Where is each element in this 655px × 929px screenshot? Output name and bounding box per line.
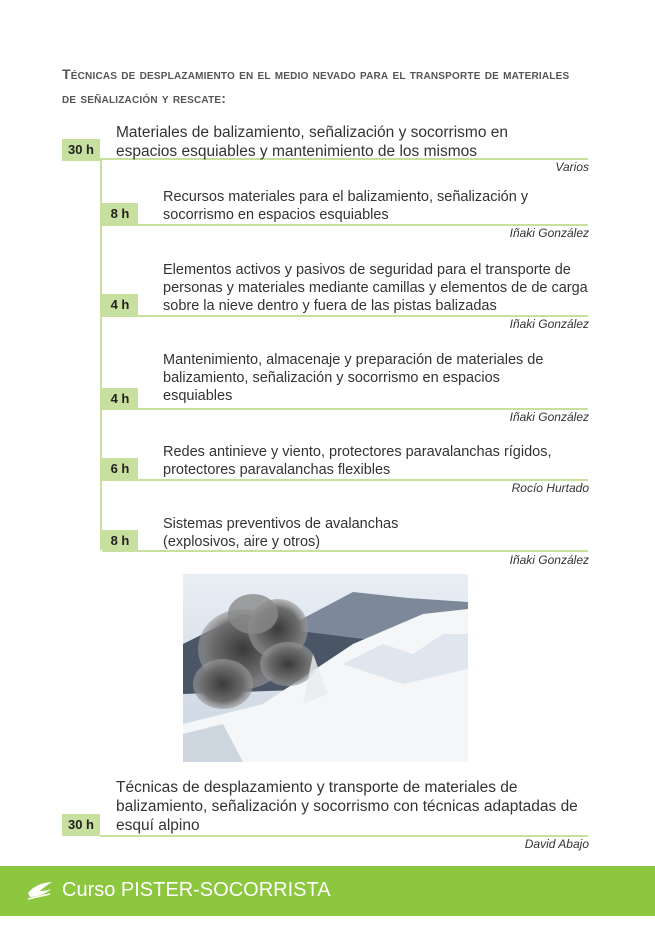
footer-title: Curso PISTER-SOCORRISTA <box>62 879 331 901</box>
module-hours-badge: 30 h <box>62 139 100 161</box>
skier-bird-logo-icon <box>26 879 54 901</box>
item-hours-badge: 8 h <box>102 203 138 225</box>
item-title: Elementos activos y pasivos de seguridad para el transporte de personas y materiales mediante camillas y elementos de de carga sobre la nieve dentro y fuera de las pistas balizadas <box>163 262 588 314</box>
module-author: Varios <box>555 160 589 174</box>
item-title: Redes antinieve y viento, protectores paravalanchas rígidos, protectores paravalanchas flexibles <box>163 444 552 478</box>
item-title: Recursos materiales para el balizamiento, señalización y socorrismo en espacios esquiables <box>163 189 529 223</box>
module-author: David Abajo <box>524 837 589 851</box>
item-author: Iñaki González <box>509 317 589 331</box>
item-author: Rocío Hurtado <box>511 481 589 495</box>
item-hours-badge: 4 h <box>102 388 138 410</box>
item-author: Iñaki González <box>509 226 589 240</box>
item-hours-badge: 8 h <box>102 530 138 552</box>
item-author: Iñaki González <box>509 553 589 567</box>
module-title: Técnicas de desplazamiento y transporte de materiales de balizamiento, señalización y socorrismo con técnicas adaptadas de esquí alpino <box>116 779 578 834</box>
section-heading: Técnicas de desplazamiento en el medio nevado para el transporte de materiales de señalización y rescate: <box>62 66 570 106</box>
module-title: Materiales de balizamiento, señalización y socorrismo en espacios esquiables y mantenimiento de los mismos <box>116 124 508 160</box>
item-hours-badge: 6 h <box>102 458 138 480</box>
module-divider <box>100 835 588 837</box>
module-hours-badge: 30 h <box>62 814 100 836</box>
avalanche-explosion-photo <box>183 574 468 762</box>
item-hours-badge: 4 h <box>102 294 138 316</box>
item-title: Sistemas preventivos de avalanchas (explosivos, aire y otros) <box>163 516 399 550</box>
item-author: Iñaki González <box>509 410 589 424</box>
footer-bar <box>0 866 655 916</box>
item-title: Mantenimiento, almacenaje y preparación de materiales de balizamiento, señalización y socorrismo en espacios esquiables <box>163 352 544 404</box>
